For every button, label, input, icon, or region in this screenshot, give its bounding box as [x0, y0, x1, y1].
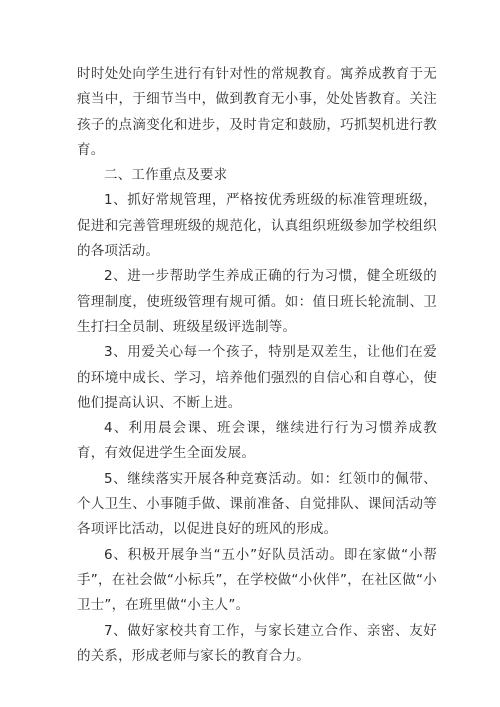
paragraph-item-3: 3、用爱关心每一个孩子，特别是双差生，让他们在爱的环境中成长、学习，培养他们强烈的自信心和自尊心，使他们提高认识、不断上进。 [77, 344, 437, 411]
section-heading: 二、工作重点及要求 [104, 167, 228, 184]
paragraph-item-1: 1、抓好常规管理，严格按优秀班级的标准管理班级，促进和完善管理班级的规范化，认真组织班级参加学校组织的各项活动。 [77, 192, 437, 260]
document-body [77, 62, 437, 669]
paragraph-intro: 时时处处向学生进行有针对性的常规教育。寓养成教育于无痕当中，于细节当中，做到教育无小事，处处皆教育。关注孩子的点滴变化和进步，及时肯定和鼓励，巧抓契机进行教育。 [77, 66, 437, 158]
paragraph-item-7: 7、做好家校共育工作，与家长建立合作、亲密、友好的关系，形成老师与家长的教育合力。 [77, 622, 437, 664]
paragraph-item-4: 4、利用晨会课、班会课，继续进行行为习惯养成教育，有效促进学生全面发展。 [77, 420, 437, 462]
paragraph-item-2: 2、进一步帮助学生养成正确的行为习惯，健全班级的管理制度，使班级管理有规可循。如：值日班长轮流制、卫生打扫全员制、班级星级评选制等。 [77, 268, 437, 335]
paragraph-item-6: 6、积极开展争当“五小”好队员活动。即在家做“小帮手”，在社会做“小标兵”，在学校做“小伙伴”，在社区做“小卫士”，在班里做“小主人”。 [77, 546, 437, 614]
paragraph-item-5: 5、继续落实开展各种竞赛活动。如：红领巾的佩带、个人卫生、小事随手做、课前准备、自觉排队、课间活动等各项评比活动，以促进良好的班风的形成。 [77, 470, 437, 538]
